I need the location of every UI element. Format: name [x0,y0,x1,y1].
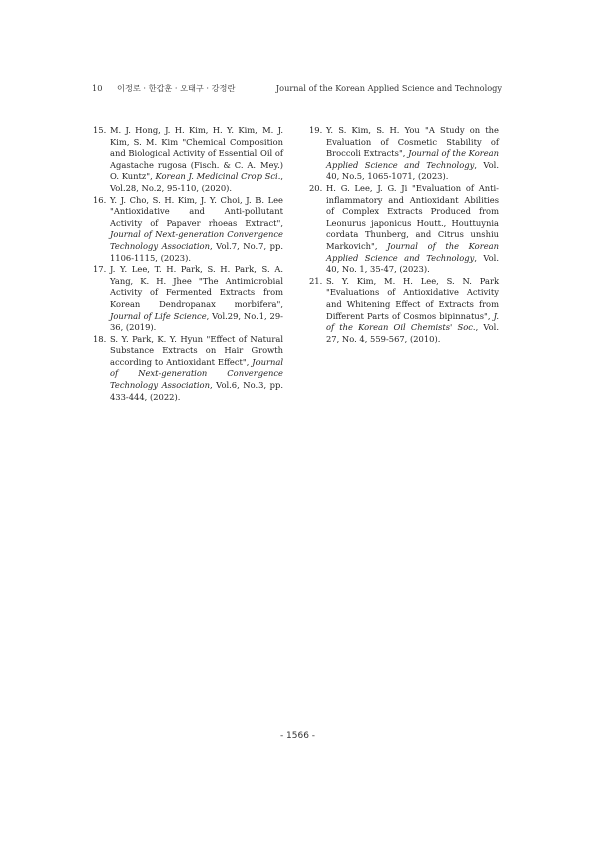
reference-segment: , Vol. 40, No. 1, 35-47, (2023). [326,252,499,275]
reference-item [93,334,283,404]
header-journal-title: Journal of the Korean Applied Science and Technology [275,83,502,93]
references-column-left [93,125,283,403]
reference-text [326,276,499,346]
reference-text [110,195,283,265]
reference-segment: S. Y. Park, K. Y. Hyun "Effect of Natural Substance Extracts on Hair Growth according to Antioxidant Effect", [110,333,283,367]
references-column-right [309,125,499,345]
reference-source-title: Korean J. Medicinal Crop Sci. [155,171,281,182]
header-authors: 이정로 · 한갑훈 · 오태구 · 강정란 [117,83,236,93]
reference-number: 21. [309,275,323,286]
reference-text [110,334,283,404]
header-left [92,83,235,94]
reference-item [309,276,499,346]
reference-segment: Y. J. Cho, S. H. Kim, J. Y. Choi, J. B. Lee "Antioxidative and Anti-pollutant Activity of Papaver rhoeas Extract", [110,194,283,228]
reference-source-title: Journal of Next-generation Convergence Technology Association [110,356,283,391]
reference-segment: , Vol. 27, No. 4, 559-567, (2010). [326,322,499,344]
reference-segment: J. Y. Lee, T. H. Park, S. H. Park, S. A. Yang, K. H. Jhee "The Antimicrobial Activity of Fermented Extracts from Korean Dendropanax morbifera", [110,264,283,309]
reference-source-title: Journal of the Korean Applied Science and Technology [326,240,499,263]
reference-number: 15. [93,125,107,135]
reference-text [110,264,283,334]
reference-number: 20. [309,182,323,193]
reference-source-title: Journal of the Korean Applied Science and Technology [326,148,499,170]
reference-number: 18. [93,333,107,344]
reference-text [326,125,499,183]
reference-segment: S. Y. Kim, M. H. Lee, S. N. Park "Evaluations of Antioxidative Activity and Whitening Effect of Extracts from Different Parts of Cosmos bipinnatus", [326,275,499,321]
reference-segment: , Vol.6, No.3, pp. 433-444, (2022). [110,380,283,402]
reference-source-title: Journal of Next-generation Convergence Technology Association [110,229,283,251]
reference-source-title: J. of the Korean Oil Chemists' Soc. [326,310,499,333]
reference-segment: , Vol. 40, No.5, 1065-1071, (2023). [326,159,499,182]
header-page-number: 10 [92,83,103,93]
reference-segment: , Vol.7, No.7, pp. 1106-1115, (2023). [110,240,283,263]
reference-segment: , Vol.29, No.1, 29-36, (2019). [110,310,283,333]
reference-segment: H. G. Lee, J. G. Ji "Evaluation of Anti-inflammatory and Antioxidant Abilities of Complex Extracts Produced from Leonurus japonicus Houtt., Houttuynia cordata Thunberg, and Citrus unshiu Markovich", [326,182,499,251]
reference-item [93,195,283,265]
reference-number: 16. [93,194,107,205]
reference-item [93,125,283,195]
reference-item [309,183,499,276]
reference-text [326,183,499,276]
reference-source-title: Journal of Life Science [110,310,207,321]
reference-segment: , Vol.28, No.2, 95-110, (2020). [110,171,283,193]
reference-number: 19. [309,125,323,135]
reference-segment: Y. S. Kim, S. H. You "A Study on the Evaluation of Cosmetic Stability of Broccoli Extracts", [326,125,499,159]
reference-segment: M. J. Hong, J. H. Kim, H. Y. Kim, M. J. Kim, S. M. Kim "Chemical Composition and Biological Activity of Essential Oil of Agastache rugosa (Fisch. & C. A. Mey.) O. Kuntz", [110,125,283,182]
running-header [92,83,502,97]
page-footer-number: - 1566 - [279,731,316,741]
reference-item [93,264,283,334]
reference-number: 17. [93,264,107,275]
reference-item [309,125,499,183]
reference-text [110,125,283,195]
